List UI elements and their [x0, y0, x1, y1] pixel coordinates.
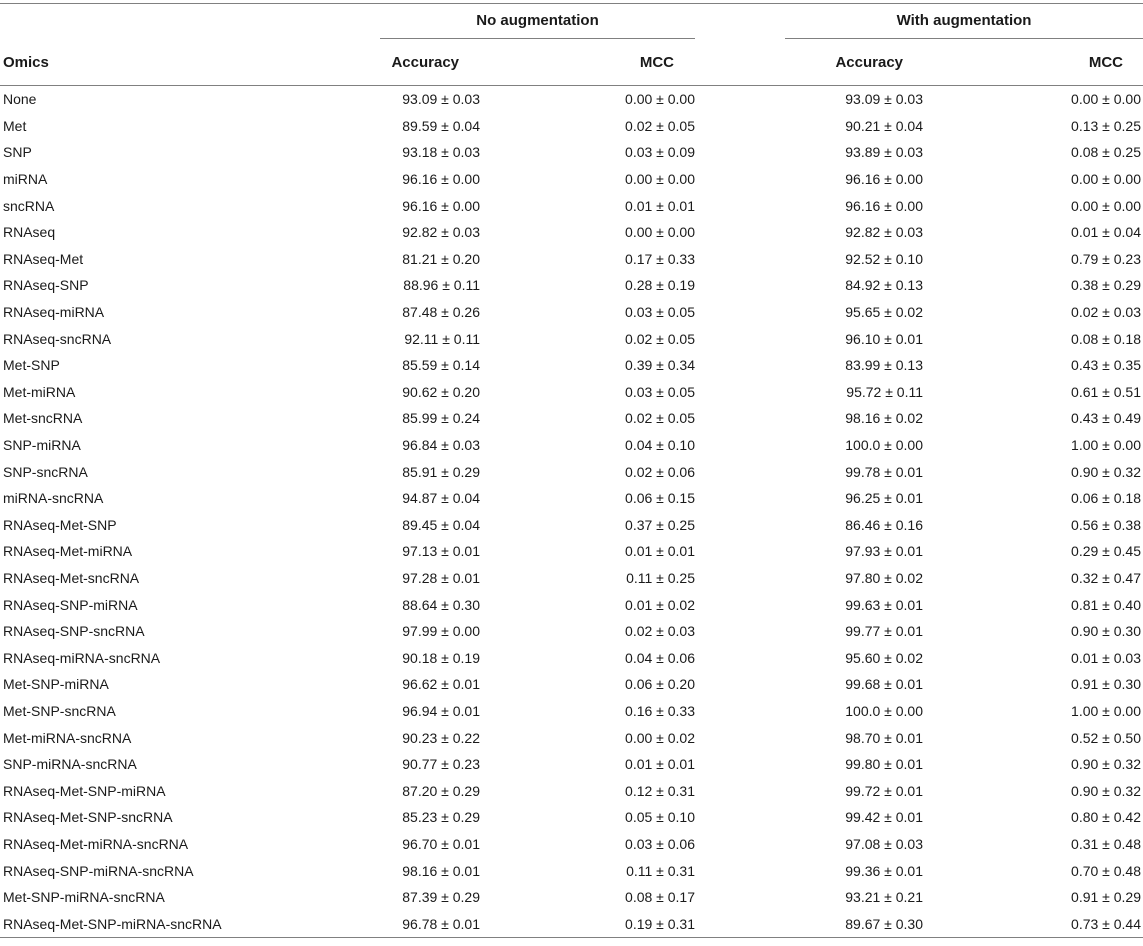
omics-cell: RNAseq-SNP-sncRNA: [3, 623, 145, 640]
accuracy-no-aug-cell: 94.87 ± 0.04: [402, 490, 480, 507]
gap-cell: [695, 804, 785, 831]
accuracy-no-aug-cell: 90.77 ± 0.23: [402, 756, 480, 773]
accuracy-with-aug-cell: 93.09 ± 0.03: [845, 91, 923, 108]
mcc-with-aug-cell: 0.80 ± 0.42: [1071, 809, 1142, 826]
mcc-with-aug-cell: 0.61 ± 0.51: [1071, 383, 1142, 400]
accuracy-with-aug-cell: 99.63 ± 0.01: [845, 596, 923, 613]
omics-cell: None: [3, 91, 37, 108]
accuracy-no-aug-cell: 89.59 ± 0.04: [402, 117, 480, 134]
mcc-no-aug-cell: 0.17 ± 0.33: [625, 250, 695, 267]
table-row: [0, 379, 1143, 406]
results-table: [0, 4, 1143, 938]
omics-cell: RNAseq-miRNA: [3, 304, 105, 321]
omics-cell: RNAseq-Met-miRNA-sncRNA: [3, 835, 189, 852]
mcc-with-aug-cell: 0.91 ± 0.30: [1071, 676, 1142, 693]
mcc-no-aug-cell: 0.08 ± 0.17: [625, 889, 695, 906]
table-row: [0, 272, 1143, 299]
group-header-with-augmentation: [785, 4, 1143, 39]
accuracy-no-aug-cell: 96.16 ± 0.00: [402, 197, 480, 214]
table-header: [0, 4, 1143, 86]
mcc-no-aug-cell: 0.19 ± 0.31: [480, 910, 695, 937]
mcc-no-aug-cell: 0.01 ± 0.01: [625, 197, 695, 214]
table-row: [0, 777, 1143, 804]
accuracy-with-aug-cell: 90.21 ± 0.04: [845, 117, 923, 134]
table-row: [0, 219, 1143, 246]
gap-cell: [695, 113, 785, 140]
mcc-no-aug-cell: 0.11 ± 0.31: [626, 862, 695, 879]
column-header-row: [0, 39, 1143, 86]
mcc-no-aug-cell: 0.02 ± 0.03: [625, 623, 695, 640]
table-row: [0, 299, 1143, 326]
mcc-with-aug-cell: 0.43 ± 0.49: [1071, 410, 1142, 427]
group-gap-cell: [695, 4, 785, 39]
gap-cell: [695, 139, 785, 166]
omics-cell: Met-miRNA-sncRNA: [3, 729, 132, 746]
gap-cell: [695, 910, 785, 937]
group-header-row: [0, 4, 1143, 39]
accuracy-with-aug-cell: 96.16 ± 0.00: [845, 197, 923, 214]
omics-cell: RNAseq-Met: [3, 250, 84, 267]
accuracy-no-aug-cell: 85.59 ± 0.14: [402, 357, 480, 374]
column-header-gap: [695, 39, 785, 86]
omics-cell: Met-SNP-sncRNA: [3, 702, 116, 719]
gap-cell: [695, 166, 785, 193]
table-row: [0, 458, 1143, 485]
table-row: [0, 831, 1143, 858]
mcc-with-aug-cell: 0.52 ± 0.50: [1071, 729, 1142, 746]
accuracy-no-aug-cell: 85.99 ± 0.24: [402, 410, 480, 427]
accuracy-no-aug-cell: 96.16 ± 0.00: [402, 171, 480, 188]
accuracy-with-aug-cell: 99.68 ± 0.01: [845, 676, 923, 693]
accuracy-with-aug-cell: 92.52 ± 0.10: [845, 250, 923, 267]
accuracy-no-aug-cell: 88.96 ± 0.11: [403, 277, 480, 294]
gap-cell: [695, 432, 785, 459]
omics-cell: Met-miRNA: [3, 383, 76, 400]
gap-cell: [695, 192, 785, 219]
mcc-with-aug-cell: 0.00 ± 0.00: [1071, 91, 1142, 108]
accuracy-no-aug-cell: 98.16 ± 0.01: [402, 862, 480, 879]
accuracy-no-aug-cell: 96.62 ± 0.01: [402, 676, 480, 693]
accuracy-no-aug-cell: 90.62 ± 0.20: [402, 383, 480, 400]
column-header-mcc-with-aug: MCC: [923, 39, 1143, 86]
omics-cell: SNP-sncRNA: [3, 463, 88, 480]
omics-cell: Met: [3, 117, 27, 134]
accuracy-no-aug-cell: 97.13 ± 0.01: [402, 543, 480, 560]
gap-cell: [695, 379, 785, 406]
accuracy-no-aug-cell: 93.09 ± 0.03: [402, 91, 480, 108]
mcc-with-aug-cell: 0.02 ± 0.03: [1071, 304, 1142, 321]
gap-cell: [695, 512, 785, 539]
mcc-with-aug-cell: 0.38 ± 0.29: [1071, 277, 1142, 294]
mcc-no-aug-cell: 0.02 ± 0.05: [625, 117, 695, 134]
omics-cell: SNP-miRNA-sncRNA: [3, 756, 137, 773]
accuracy-with-aug-cell: 100.0 ± 0.00: [845, 702, 923, 719]
accuracy-no-aug-cell: 92.11 ± 0.11: [404, 330, 480, 347]
mcc-no-aug-cell: 0.28 ± 0.19: [625, 277, 695, 294]
mcc-with-aug-cell: 0.70 ± 0.48: [1071, 862, 1142, 879]
column-header-accuracy-with-aug: Accuracy: [785, 39, 923, 86]
accuracy-with-aug-cell: 96.10 ± 0.01: [845, 330, 923, 347]
mcc-with-aug-cell: 0.81 ± 0.40: [1071, 596, 1142, 613]
omics-cell: SNP: [3, 144, 32, 161]
accuracy-with-aug-cell: 97.93 ± 0.01: [845, 543, 923, 560]
gap-cell: [695, 538, 785, 565]
accuracy-with-aug-cell: 93.89 ± 0.03: [845, 144, 923, 161]
gap-cell: [695, 884, 785, 911]
accuracy-no-aug-cell: 92.82 ± 0.03: [402, 224, 480, 241]
table-row: [0, 565, 1143, 592]
accuracy-with-aug-cell: 99.78 ± 0.01: [845, 463, 923, 480]
accuracy-no-aug-cell: 88.64 ± 0.30: [402, 596, 480, 613]
accuracy-with-aug-cell: 96.25 ± 0.01: [845, 490, 923, 507]
omics-cell: Met-SNP: [3, 357, 60, 374]
accuracy-with-aug-cell: 89.67 ± 0.30: [785, 910, 923, 937]
table-body: [0, 86, 1143, 938]
table-row: [0, 405, 1143, 432]
accuracy-no-aug-cell: 89.45 ± 0.04: [402, 516, 480, 533]
accuracy-with-aug-cell: 98.16 ± 0.02: [845, 410, 923, 427]
gap-cell: [695, 857, 785, 884]
accuracy-with-aug-cell: 97.80 ± 0.02: [845, 569, 923, 586]
accuracy-with-aug-cell: 84.92 ± 0.13: [845, 277, 923, 294]
group-header-no-augmentation: [345, 4, 695, 39]
gap-cell: [695, 751, 785, 778]
accuracy-no-aug-cell: 93.18 ± 0.03: [402, 144, 480, 161]
omics-cell: RNAseq-Met-SNP-sncRNA: [3, 809, 173, 826]
table-row: [0, 113, 1143, 140]
mcc-with-aug-cell: 0.08 ± 0.25: [1071, 144, 1142, 161]
mcc-with-aug-cell: 0.79 ± 0.23: [1071, 250, 1142, 267]
omics-cell: RNAseq-Met-SNP: [3, 516, 117, 533]
accuracy-no-aug-cell: 97.28 ± 0.01: [402, 569, 480, 586]
table-row: [0, 884, 1143, 911]
column-header-omics: Omics: [0, 39, 345, 86]
mcc-no-aug-cell: 0.02 ± 0.06: [625, 463, 695, 480]
mcc-no-aug-cell: 0.05 ± 0.10: [625, 809, 695, 826]
accuracy-with-aug-cell: 99.80 ± 0.01: [845, 756, 923, 773]
table-row: [0, 86, 1143, 113]
accuracy-with-aug-cell: 95.72 ± 0.11: [846, 383, 923, 400]
accuracy-with-aug-cell: 96.16 ± 0.00: [845, 171, 923, 188]
accuracy-with-aug-cell: 86.46 ± 0.16: [845, 516, 923, 533]
table-row: [0, 644, 1143, 671]
accuracy-no-aug-cell: 96.78 ± 0.01: [345, 910, 480, 937]
omics-cell: SNP-miRNA: [3, 437, 81, 454]
mcc-with-aug-cell: 1.00 ± 0.00: [1071, 437, 1142, 454]
mcc-no-aug-cell: 0.00 ± 0.02: [625, 729, 695, 746]
accuracy-with-aug-cell: 93.21 ± 0.21: [845, 889, 923, 906]
accuracy-with-aug-cell: 98.70 ± 0.01: [845, 729, 923, 746]
omics-cell: RNAseq-Met-miRNA: [3, 543, 133, 560]
gap-cell: [695, 831, 785, 858]
gap-cell: [695, 724, 785, 751]
table-row: [0, 485, 1143, 512]
mcc-with-aug-cell: 0.08 ± 0.18: [1071, 330, 1142, 347]
table-row: [0, 139, 1143, 166]
gap-cell: [695, 325, 785, 352]
accuracy-with-aug-cell: 100.0 ± 0.00: [845, 437, 923, 454]
table-row: [0, 804, 1143, 831]
accuracy-with-aug-cell: 97.08 ± 0.03: [845, 835, 923, 852]
mcc-with-aug-cell: 0.90 ± 0.32: [1071, 756, 1142, 773]
table-row: [0, 192, 1143, 219]
accuracy-no-aug-cell: 96.84 ± 0.03: [402, 437, 480, 454]
mcc-with-aug-cell: 1.00 ± 0.00: [1071, 702, 1142, 719]
omics-cell: RNAseq-Met-sncRNA: [3, 569, 140, 586]
group-label-no-augmentation: No augmentation: [380, 4, 695, 39]
mcc-no-aug-cell: 0.39 ± 0.34: [625, 357, 695, 374]
group-label-with-augmentation: With augmentation: [785, 4, 1143, 39]
empty-header-cell: [0, 4, 345, 39]
accuracy-with-aug-cell: 99.36 ± 0.01: [845, 862, 923, 879]
accuracy-no-aug-cell: 96.94 ± 0.01: [402, 702, 480, 719]
mcc-no-aug-cell: 0.16 ± 0.33: [625, 702, 695, 719]
mcc-with-aug-cell: 0.43 ± 0.35: [1071, 357, 1142, 374]
omics-cell: RNAseq-Met-SNP-miRNA-sncRNA: [0, 910, 345, 937]
gap-cell: [695, 458, 785, 485]
mcc-no-aug-cell: 0.11 ± 0.25: [626, 569, 695, 586]
mcc-with-aug-cell: 0.06 ± 0.18: [1071, 490, 1142, 507]
table-row: [0, 512, 1143, 539]
column-header-accuracy-no-aug: Accuracy: [345, 39, 480, 86]
accuracy-no-aug-cell: 97.99 ± 0.00: [402, 623, 480, 640]
mcc-no-aug-cell: 0.37 ± 0.25: [625, 516, 695, 533]
accuracy-with-aug-cell: 99.77 ± 0.01: [845, 623, 923, 640]
mcc-with-aug-cell: 0.73 ± 0.44: [923, 910, 1143, 937]
table-row: [0, 724, 1143, 751]
mcc-with-aug-cell: 0.31 ± 0.48: [1071, 835, 1142, 852]
accuracy-no-aug-cell: 87.20 ± 0.29: [402, 782, 480, 799]
mcc-no-aug-cell: 0.01 ± 0.02: [625, 596, 695, 613]
gap-cell: [695, 352, 785, 379]
omics-cell: RNAseq-Met-SNP-miRNA: [3, 782, 166, 799]
omics-cell: Met-SNP-miRNA: [3, 676, 109, 693]
mcc-with-aug-cell: 0.90 ± 0.30: [1071, 623, 1142, 640]
accuracy-no-aug-cell: 81.21 ± 0.20: [402, 250, 480, 267]
gap-cell: [695, 644, 785, 671]
gap-cell: [695, 405, 785, 432]
table-row: [0, 166, 1143, 193]
mcc-with-aug-cell: 0.00 ± 0.00: [1071, 197, 1142, 214]
gap-cell: [695, 246, 785, 273]
accuracy-no-aug-cell: 90.18 ± 0.19: [402, 649, 480, 666]
mcc-no-aug-cell: 0.01 ± 0.01: [625, 756, 695, 773]
mcc-no-aug-cell: 0.03 ± 0.09: [625, 144, 695, 161]
table-row: [0, 325, 1143, 352]
accuracy-with-aug-cell: 99.42 ± 0.01: [845, 809, 923, 826]
accuracy-with-aug-cell: 95.60 ± 0.02: [845, 649, 923, 666]
mcc-no-aug-cell: 0.03 ± 0.06: [625, 835, 695, 852]
omics-cell: RNAseq-SNP-miRNA-sncRNA: [3, 862, 194, 879]
accuracy-with-aug-cell: 83.99 ± 0.13: [845, 357, 923, 374]
table-row: [0, 246, 1143, 273]
mcc-with-aug-cell: 0.90 ± 0.32: [1071, 463, 1142, 480]
accuracy-no-aug-cell: 90.23 ± 0.22: [402, 729, 480, 746]
mcc-no-aug-cell: 0.04 ± 0.10: [625, 437, 695, 454]
mcc-with-aug-cell: 0.13 ± 0.25: [1071, 117, 1142, 134]
accuracy-no-aug-cell: 96.70 ± 0.01: [402, 835, 480, 852]
mcc-with-aug-cell: 0.32 ± 0.47: [1071, 569, 1142, 586]
omics-cell: sncRNA: [3, 197, 55, 214]
mcc-with-aug-cell: 0.56 ± 0.38: [1071, 516, 1142, 533]
mcc-no-aug-cell: 0.02 ± 0.05: [625, 410, 695, 427]
gap-cell: [695, 485, 785, 512]
mcc-no-aug-cell: 0.06 ± 0.20: [625, 676, 695, 693]
accuracy-with-aug-cell: 99.72 ± 0.01: [845, 782, 923, 799]
accuracy-with-aug-cell: 92.82 ± 0.03: [845, 224, 923, 241]
mcc-with-aug-cell: 0.91 ± 0.29: [1071, 889, 1142, 906]
mcc-no-aug-cell: 0.03 ± 0.05: [625, 383, 695, 400]
gap-cell: [695, 219, 785, 246]
mcc-no-aug-cell: 0.04 ± 0.06: [625, 649, 695, 666]
mcc-no-aug-cell: 0.00 ± 0.00: [625, 91, 695, 108]
gap-cell: [695, 591, 785, 618]
table-row: [0, 910, 1143, 937]
table-row: [0, 538, 1143, 565]
mcc-no-aug-cell: 0.02 ± 0.05: [625, 330, 695, 347]
gap-cell: [695, 671, 785, 698]
mcc-with-aug-cell: 0.01 ± 0.03: [1071, 649, 1142, 666]
table-row: [0, 751, 1143, 778]
mcc-no-aug-cell: 0.00 ± 0.00: [625, 171, 695, 188]
accuracy-no-aug-cell: 85.91 ± 0.29: [402, 463, 480, 480]
gap-cell: [695, 299, 785, 326]
mcc-with-aug-cell: 0.00 ± 0.00: [1071, 171, 1142, 188]
gap-cell: [695, 272, 785, 299]
omics-cell: Met-sncRNA: [3, 410, 83, 427]
mcc-with-aug-cell: 0.90 ± 0.32: [1071, 782, 1142, 799]
omics-cell: RNAseq-sncRNA: [3, 330, 112, 347]
mcc-no-aug-cell: 0.00 ± 0.00: [625, 224, 695, 241]
gap-cell: [695, 86, 785, 113]
omics-cell: RNAseq-SNP: [3, 277, 89, 294]
omics-cell: Met-SNP-miRNA-sncRNA: [3, 889, 165, 906]
table-row: [0, 591, 1143, 618]
omics-cell: RNAseq-miRNA-sncRNA: [3, 649, 161, 666]
mcc-no-aug-cell: 0.06 ± 0.15: [625, 490, 695, 507]
table-row: [0, 857, 1143, 884]
gap-cell: [695, 618, 785, 645]
gap-cell: [695, 698, 785, 725]
omics-cell: miRNA-sncRNA: [3, 490, 104, 507]
table-row: [0, 352, 1143, 379]
accuracy-no-aug-cell: 85.23 ± 0.29: [402, 809, 480, 826]
omics-cell: RNAseq-SNP-miRNA: [3, 596, 138, 613]
table-row: [0, 698, 1143, 725]
mcc-with-aug-cell: 0.01 ± 0.04: [1071, 224, 1142, 241]
omics-cell: RNAseq: [3, 224, 56, 241]
gap-cell: [695, 565, 785, 592]
table-row: [0, 432, 1143, 459]
omics-cell: miRNA: [3, 171, 48, 188]
mcc-no-aug-cell: 0.03 ± 0.05: [625, 304, 695, 321]
accuracy-no-aug-cell: 87.39 ± 0.29: [402, 889, 480, 906]
mcc-no-aug-cell: 0.01 ± 0.01: [625, 543, 695, 560]
accuracy-no-aug-cell: 87.48 ± 0.26: [402, 304, 480, 321]
mcc-no-aug-cell: 0.12 ± 0.31: [625, 782, 695, 799]
gap-cell: [695, 777, 785, 804]
column-header-mcc-no-aug: MCC: [480, 39, 695, 86]
table-row: [0, 671, 1143, 698]
mcc-with-aug-cell: 0.29 ± 0.45: [1071, 543, 1142, 560]
accuracy-with-aug-cell: 95.65 ± 0.02: [845, 304, 923, 321]
table-row: [0, 618, 1143, 645]
